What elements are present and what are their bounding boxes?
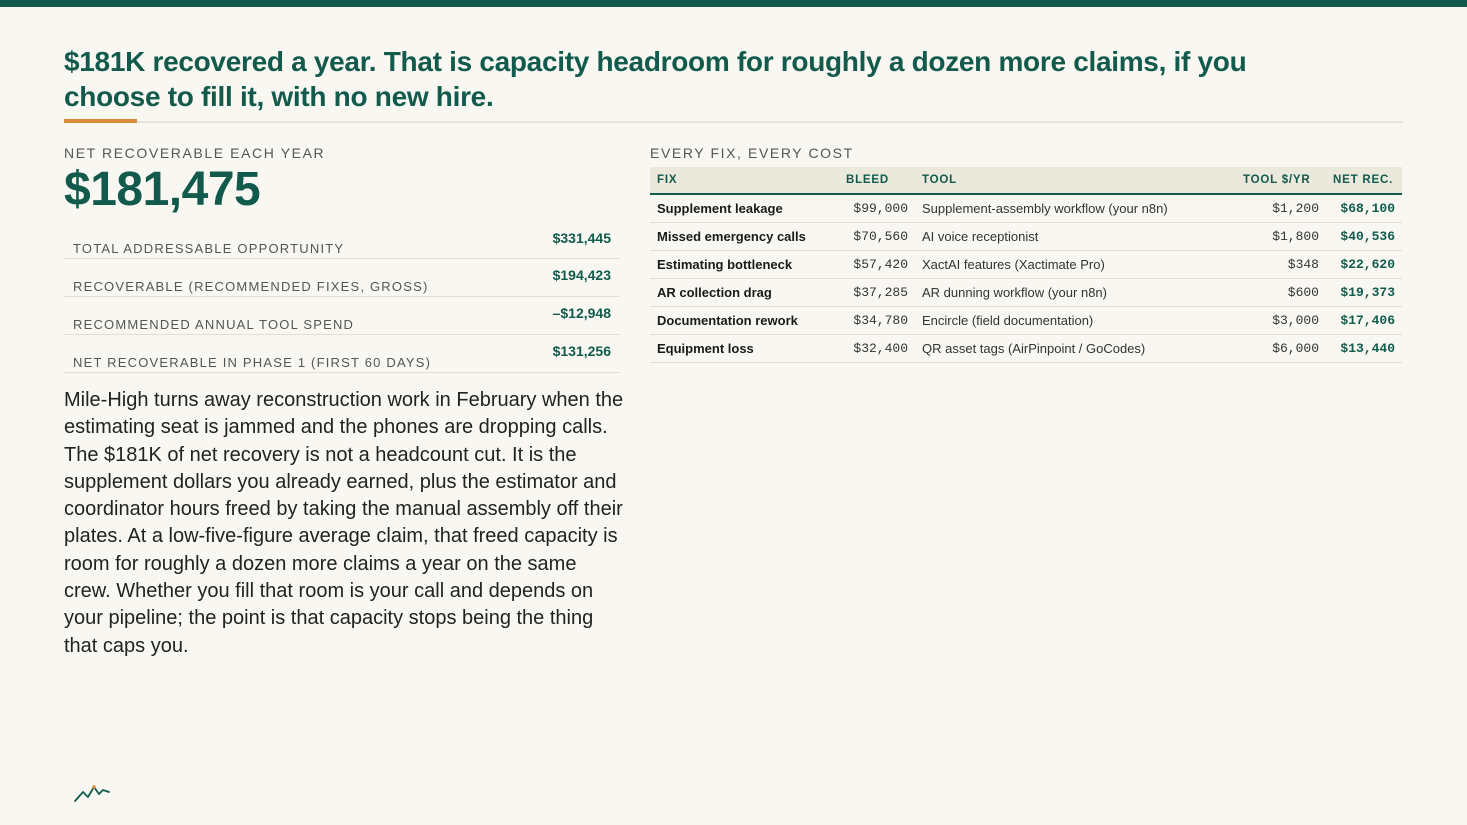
page-headline: $181K recovered a year. That is capacity headroom for roughly a dozen more claims, if you choose to fill it, with no new hire. xyxy=(64,46,1247,112)
bleed-value: $37,285 xyxy=(839,279,915,307)
tool-cost: $3,000 xyxy=(1236,307,1326,335)
column-header-fix: FIX xyxy=(650,167,839,194)
table-row xyxy=(650,307,1402,335)
table-row xyxy=(650,279,1402,307)
net-recoverable: $17,406 xyxy=(1326,307,1402,335)
table-row xyxy=(650,194,1402,223)
table-row xyxy=(650,251,1402,279)
column-header-bleed: BLEED xyxy=(839,167,915,194)
fix-name: Equipment loss xyxy=(650,335,839,363)
net-recoverable-total: $181,475 xyxy=(64,163,261,216)
net-recoverable: $19,373 xyxy=(1326,279,1402,307)
top-accent-bar xyxy=(0,0,1467,7)
fix-name: AR collection drag xyxy=(650,279,839,307)
column-header-tool: TOOL xyxy=(915,167,1236,194)
column-header-tool-cost: TOOL $/YR xyxy=(1236,167,1326,194)
net-recoverable: $13,440 xyxy=(1326,335,1402,363)
fixes-table-eyebrow: EVERY FIX, EVERY COST xyxy=(650,145,854,161)
tool-cost: $1,800 xyxy=(1236,223,1326,251)
tool-name: Supplement-assembly workflow (your n8n) xyxy=(915,194,1236,223)
narrative-paragraph: Mile-High turns away reconstruction work in February when the estimating seat is jammed and the phones are dropping calls. The $181K of net recovery is not a headcount cut. It is the supplement dollars you already earned, plus the estimator and coordinator hours freed by taking the manual assembly off their plates. At a low-five-figure average claim, that freed capacity is room for roughly a dozen more claims a year on the same crew. Whether you fill that room is your call and depends on your pipeline; the point is that capacity stops being the thing that caps you. xyxy=(64,389,624,657)
tool-cost: $1,200 xyxy=(1236,194,1326,223)
summary-row xyxy=(64,335,620,373)
summary-value: $131,256 xyxy=(552,343,611,359)
net-recoverable: $22,620 xyxy=(1326,251,1402,279)
fix-name: Missed emergency calls xyxy=(650,223,839,251)
tool-cost: $600 xyxy=(1236,279,1326,307)
column-header-net: NET REC. xyxy=(1326,167,1402,194)
summary-value: $331,445 xyxy=(552,230,611,246)
bleed-value: $34,780 xyxy=(839,307,915,335)
net-recoverable: $68,100 xyxy=(1326,194,1402,223)
trend-line-logo-icon xyxy=(74,782,110,804)
summary-row xyxy=(64,222,620,259)
fix-name: Supplement leakage xyxy=(650,194,839,223)
bleed-value: $57,420 xyxy=(839,251,915,279)
header-divider-accent xyxy=(64,119,137,123)
summary-label: RECOMMENDED ANNUAL TOOL SPEND xyxy=(73,317,355,332)
fix-name: Estimating bottleneck xyxy=(650,251,839,279)
fixes-table xyxy=(650,167,1402,363)
tool-name: XactAI features (Xactimate Pro) xyxy=(915,251,1236,279)
bleed-value: $99,000 xyxy=(839,194,915,223)
fix-name: Documentation rework xyxy=(650,307,839,335)
table-row xyxy=(650,335,1402,363)
summary-row xyxy=(64,297,620,335)
tool-name: QR asset tags (AirPinpoint / GoCodes) xyxy=(915,335,1236,363)
summary-label: NET RECOVERABLE IN PHASE 1 (FIRST 60 DAYS) xyxy=(73,355,432,370)
tool-name: AR dunning workflow (your n8n) xyxy=(915,279,1236,307)
net-recoverable: $40,536 xyxy=(1326,223,1402,251)
summary-label: RECOVERABLE (RECOMMENDED FIXES, GROSS) xyxy=(73,279,429,294)
summary-value: –$12,948 xyxy=(552,305,611,321)
table-row xyxy=(650,223,1402,251)
tool-cost: $6,000 xyxy=(1236,335,1326,363)
tool-name: Encircle (field documentation) xyxy=(915,307,1236,335)
tool-cost: $348 xyxy=(1236,251,1326,279)
summary-row xyxy=(64,259,620,297)
net-recoverable-eyebrow: NET RECOVERABLE EACH YEAR xyxy=(64,145,326,161)
bleed-value: $70,560 xyxy=(839,223,915,251)
summary-value: $194,423 xyxy=(552,267,611,283)
tool-name: AI voice receptionist xyxy=(915,223,1236,251)
bleed-value: $32,400 xyxy=(839,335,915,363)
summary-label: TOTAL ADDRESSABLE OPPORTUNITY xyxy=(73,241,345,256)
table-header-row xyxy=(650,167,1402,194)
header-divider xyxy=(64,121,1403,123)
summary-list xyxy=(64,222,620,373)
